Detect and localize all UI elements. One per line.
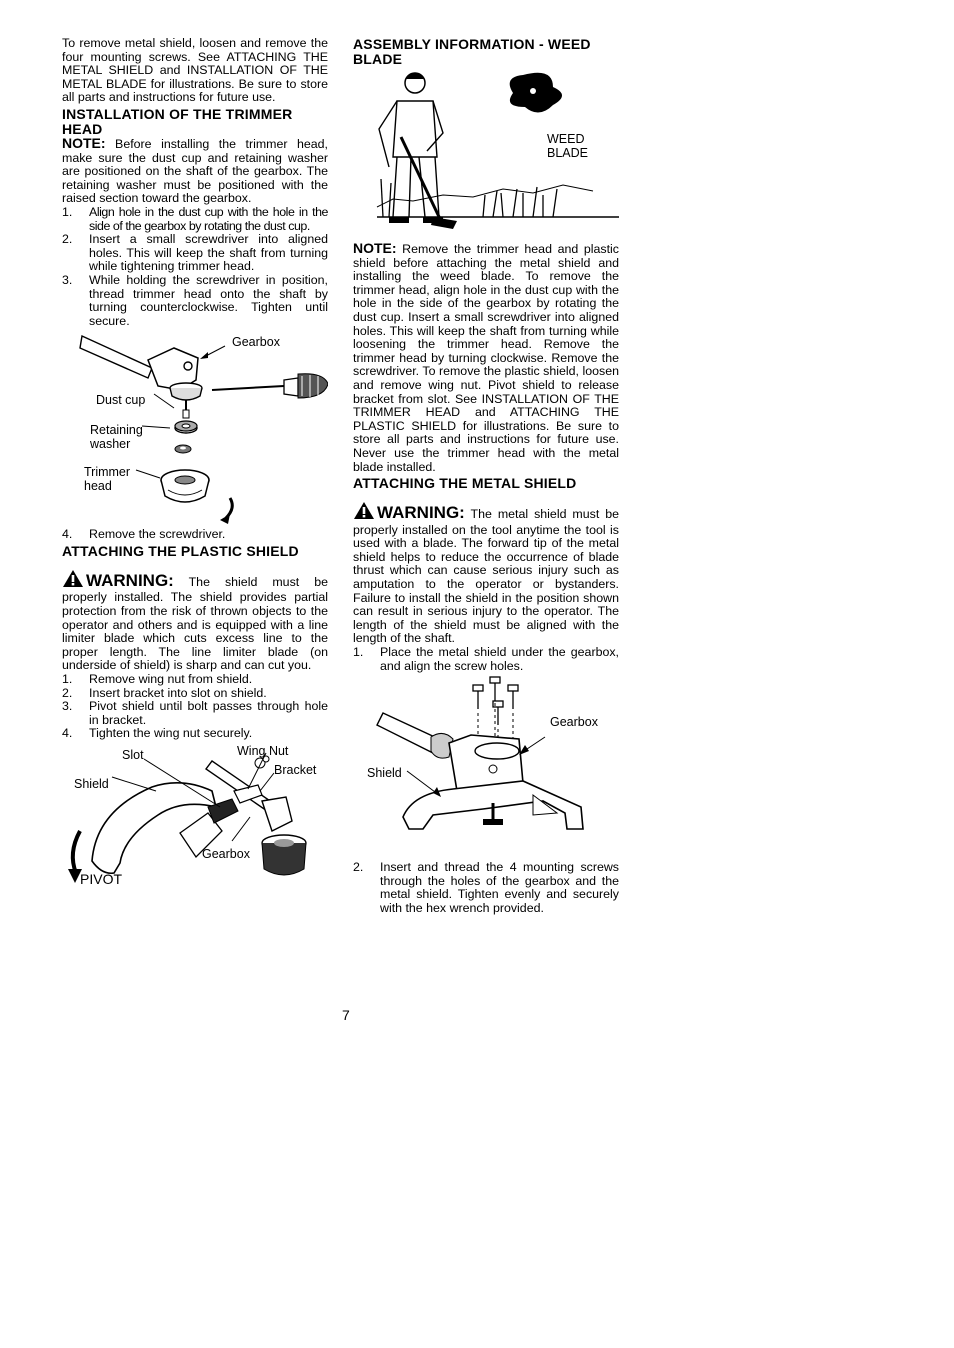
label-slot: Slot — [122, 748, 144, 762]
page-number: 7 — [342, 1007, 350, 1023]
step-number: 4. — [62, 726, 73, 741]
step-number: 3. — [62, 272, 73, 287]
step-text: Remove wing nut from shield. — [89, 672, 253, 687]
warning-label: WARNING: — [86, 570, 174, 590]
step-number: 2. — [62, 685, 73, 700]
note-label: NOTE: — [62, 134, 106, 151]
list-item — [353, 646, 619, 673]
step-number: 2. — [62, 232, 73, 247]
metal-shield-warning — [353, 501, 619, 646]
trimmer-head-steps — [62, 206, 328, 328]
warning-text: The metal shield must be properly installed on the tool anytime the tool is used with a blade. The forward tip of the metal shield helps to reduce the occurrence of blade thrust which can cause serious injury such as amputation to the operator or bystanders. Failure to install the shield in the position shown can result in serious injury to the operator. The length of the shield must be aligned with the length of the shaft. — [353, 507, 619, 646]
trimmer-head-note — [62, 134, 328, 206]
list-item — [62, 700, 328, 727]
trimmer-head-step4 — [62, 528, 328, 542]
weed-blade-note — [353, 242, 619, 474]
label-wing-nut: Wing Nut — [237, 744, 289, 758]
list-item — [62, 687, 328, 701]
step-text: Remove the screwdriver. — [89, 527, 226, 542]
step-number: 3. — [62, 699, 73, 714]
plastic-shield-illustration — [62, 741, 328, 891]
step-text: Tighten the wing nut securely. — [89, 726, 253, 741]
label-gearbox: Gearbox — [232, 335, 280, 350]
plastic-shield-steps — [62, 673, 328, 741]
list-item — [62, 673, 328, 687]
list-item — [62, 727, 328, 741]
label-blade: BLADE — [547, 146, 588, 160]
label-bracket: Bracket — [274, 763, 317, 777]
plastic-shield-warning — [62, 569, 328, 673]
list-item — [62, 528, 328, 542]
step-number: 2. — [353, 860, 364, 875]
label-retaining: Retaining — [90, 423, 143, 438]
warning-icon — [62, 569, 84, 592]
step-text: While holding the screwdriver in position, thread trimmer head onto the shaft by turning counterclockwise. Tighten until secure. — [89, 272, 328, 328]
step-text: Place the metal shield under the gearbox, and align the screw holes. — [380, 645, 619, 673]
note-text: Before installing the trimmer head, make sure the dust cup and retaining washer are positioned on the shaft of the gearbox. The retaining washer must be positioned with the raised section toward the gearbox. — [62, 136, 328, 206]
list-item — [353, 861, 619, 915]
warning-label: WARNING: — [377, 503, 465, 523]
left-column — [62, 37, 328, 891]
label-dust-cup: Dust cup — [96, 393, 146, 408]
step-text: Align hole in the dust cup with the hole in the side of the gearbox by rotating the dust cup. — [89, 204, 328, 233]
weed-blade-heading: ASSEMBLY INFORMATION - WEED BLADE — [353, 36, 591, 67]
label-pivot: PIVOT — [80, 871, 123, 887]
label-shield: Shield — [367, 766, 402, 781]
label-trimmer: Trimmer — [84, 465, 131, 480]
step-text: Pivot shield until bolt passes through hole in bracket. — [89, 699, 328, 727]
metal-shield-illustration — [353, 673, 619, 861]
list-item — [62, 274, 328, 328]
weed-blade-illustration — [353, 67, 619, 235]
metal-shield-step2 — [353, 861, 619, 915]
step-number: 1. — [62, 204, 73, 219]
label-gearbox: Gearbox — [202, 847, 250, 861]
note-text: Remove the trimmer head and plastic shield before attaching the metal shield and installing the weed blade. To remove the trimmer head, align hole in the dust cup with the hole in the side of the gearbox by rotating the dust cup. Insert a small screwdriver into aligned holes. This will keep the shaft from turning while loosening the trimmer head. Remove the trimmer head by turning clockwise. Remove the screwdriver. To remove the plastic shield, loosen and remove wing nut. Pivot shield to release bracket from slot. See INSTALLATION OF THE TRIMMER HEAD and ATTACHING THE PLASTIC SHIELD for illustrations. Be sure to store all parts and instructions for future use. Never use the trimmer head with the metal blade installed. — [353, 242, 619, 474]
label-washer: washer — [90, 437, 131, 452]
label-weed: WEED — [547, 132, 585, 146]
step-number: 1. — [353, 645, 364, 660]
label-head: head — [84, 479, 112, 494]
warning-icon — [353, 501, 375, 524]
trimmer-head-heading: INSTALLATION OF THE TRIMMER HEAD — [62, 105, 293, 137]
metal-shield-heading: ATTACHING THE METAL SHIELD — [353, 475, 577, 492]
label-gearbox: Gearbox — [550, 715, 598, 730]
trimmer-head-illustration — [62, 328, 328, 528]
right-column — [353, 37, 619, 916]
step-number: 1. — [62, 672, 73, 687]
note-label: NOTE: — [353, 240, 397, 256]
warning-text: The shield must be properly installed. The shield provides partial protection from the risk of thrown objects to the operator and others and is equipped with a line limiter blade which cuts excess line to the proper length. The line limiter blade (on underside of shield) is sharp and can cut you. — [62, 574, 328, 673]
metal-shield-step1 — [353, 646, 619, 673]
plastic-shield-heading: ATTACHING THE PLASTIC SHIELD — [62, 542, 299, 559]
label-shield: Shield — [74, 777, 109, 791]
step-number: 4. — [62, 527, 73, 542]
step-text: Insert and thread the 4 mounting screws through the holes of the gearbox and the metal shield. Tighten evenly and securely with the hex wrench provided. — [380, 860, 619, 915]
intro-paragraph: To remove metal shield, loosen and remove the four mounting screws. See ATTACHING THE METAL SHIELD and INSTALLATION OF THE METAL BLADE for illustrations. Be sure to store all parts and instructions for future use. — [62, 36, 328, 105]
list-item — [62, 233, 328, 274]
step-text: Insert bracket into slot on shield. — [89, 685, 267, 700]
list-item — [62, 206, 328, 233]
step-text: Insert a small screwdriver into aligned holes. This will keep the shaft from turning while tightening trimmer head. — [89, 232, 328, 274]
